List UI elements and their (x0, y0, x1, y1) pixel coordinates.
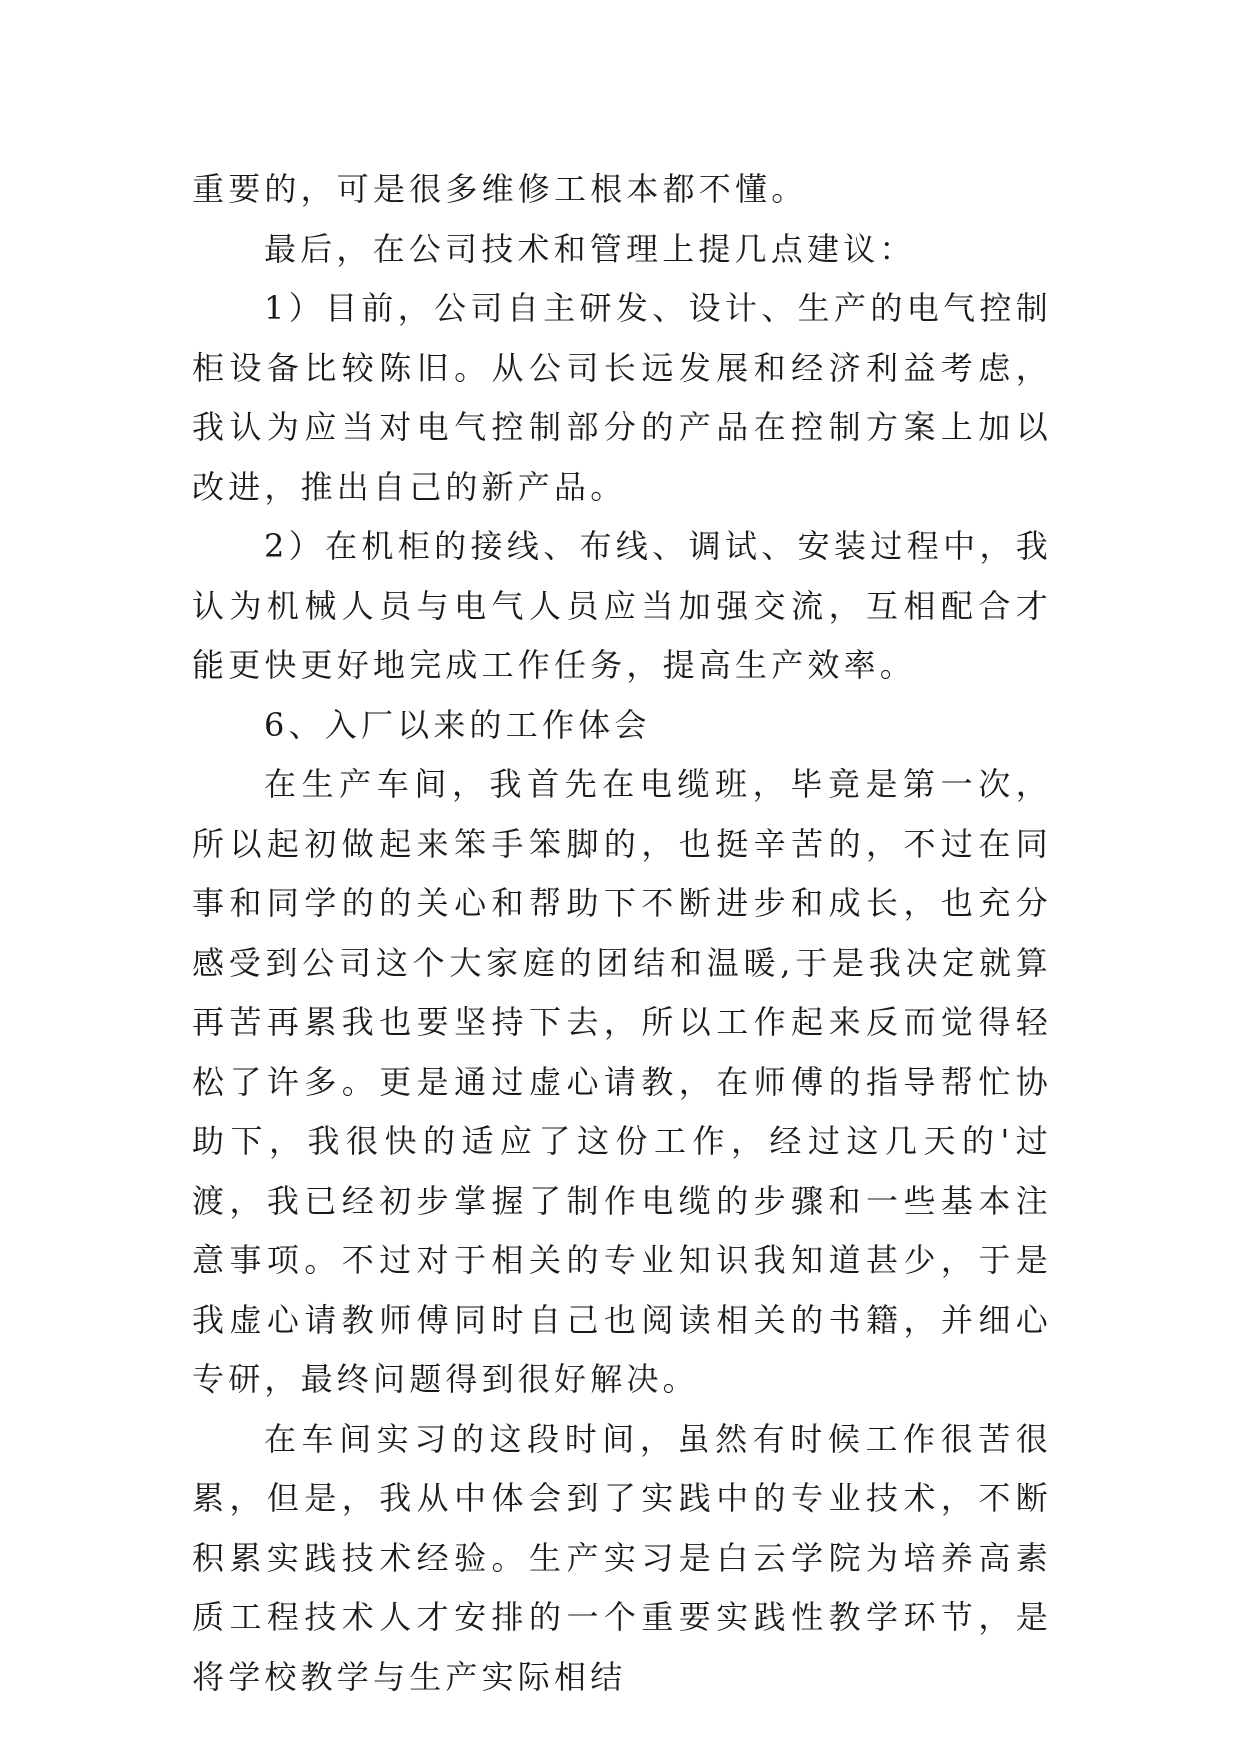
paragraph: 最后，在公司技术和管理上提几点建议： (264, 229, 916, 268)
paragraph: 1）目前，公司自主研发、设计、生产的电气控制柜设备比较陈旧。从公司长远发展和经济利益考虑，我认为应当对电气控制部分的产品在控制方案上加以改进，推出自己的新产品。 (192, 289, 1052, 506)
section-heading: 6、入厂以来的工作体会 (264, 705, 651, 744)
paragraph: 在车间实习的这段时间，虽然有时候工作很苦很累，但是，我从中体会到了实践中的专业技术，不断积累实践技术经验。生产实习是白云学院为培养高素质工程技术人才安排的一个重要实践性教学环节，是将学校教学与生产实际相结 (192, 1419, 1052, 1696)
body-text (192, 160, 1052, 1707)
paragraph: 2）在机柜的接线、布线、调试、安装过程中，我认为机械人员与电气人员应当加强交流，互相配合才能更快更好地完成工作任务，提高生产效率。 (192, 527, 1052, 684)
paragraph: 重要的，可是很多维修工根本都不懂。 (192, 170, 808, 208)
paragraph: 在生产车间，我首先在电缆班，毕竟是第一次，所以起初做起来笨手笨脚的，也挺辛苦的，不过在同事和同学的的关心和帮助下不断进步和成长，也充分感受到公司这个大家庭的团结和温暖,于是我决定就算再苦再累我也要坚持下去，所以工作起来反而觉得轻松了许多。更是通过虚心请教，在师傅的指导帮忙协助下，我很快的适应了这份工作，经过这几天的'过渡，我已经初步掌握了制作电缆的步骤和一些基本注意事项。不过对于相关的专业知识我知道甚少，于是我虚心请教师傅同时自己也阅读相关的书籍，并细心专研，最终问题得到很好解决。 (192, 765, 1052, 1398)
